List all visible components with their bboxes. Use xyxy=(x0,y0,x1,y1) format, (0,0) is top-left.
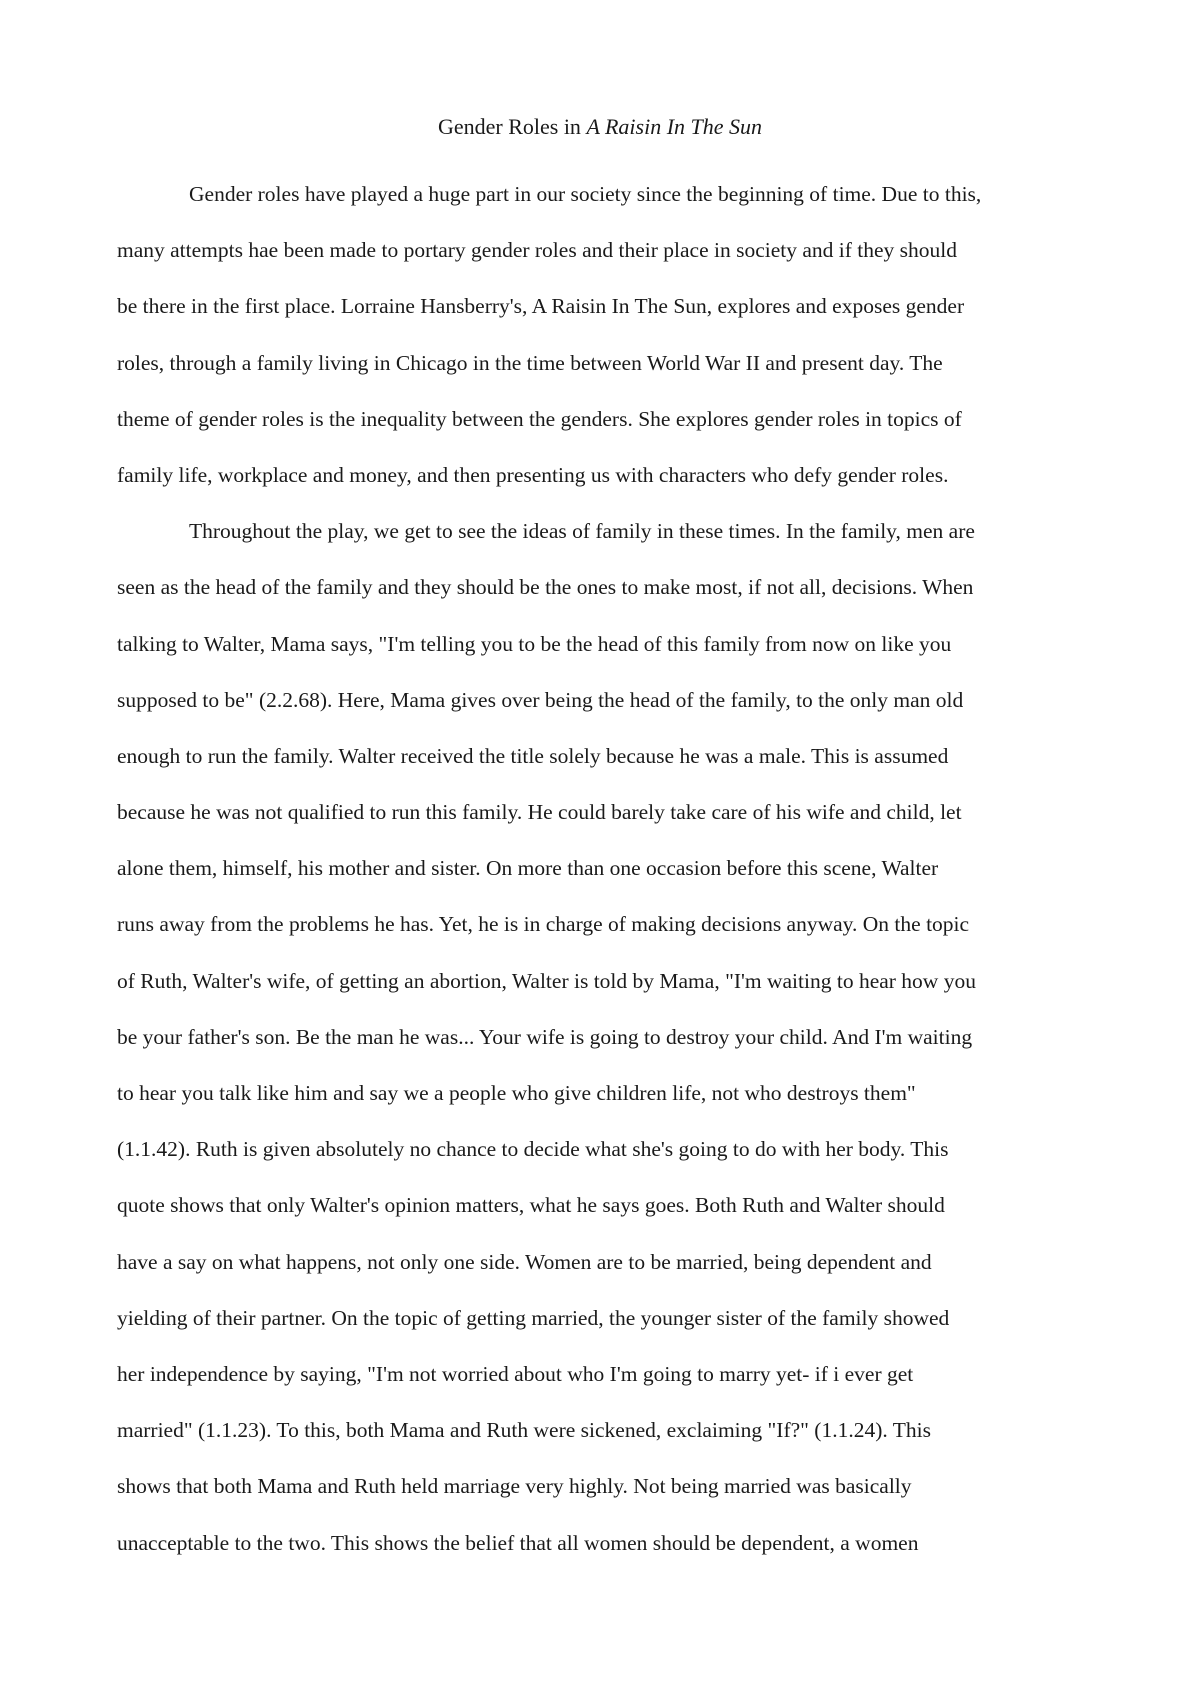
paragraph-line: (1.1.42). Ruth is given absolutely no chance to decide what she's going to do with her body. This xyxy=(117,1137,949,1162)
paragraph-line: talking to Walter, Mama says, "I'm telling you to be the head of this family from now on like you xyxy=(117,631,952,656)
paragraph-line: unacceptable to the two. This shows the belief that all women should be dependent, a women xyxy=(117,1530,919,1555)
paragraph-line: seen as the head of the family and they should be the ones to make most, if not all, decisions. When xyxy=(117,575,974,600)
paragraph-line: alone them, himself, his mother and sister. On more than one occasion before this scene, Walter xyxy=(117,856,939,881)
title-prefix: Gender Roles in xyxy=(437,114,587,139)
paragraph-line: be there in the first place. Lorraine Hansberry's, A Raisin In The Sun, explores and exposes gender xyxy=(117,294,965,319)
paragraph-line: to hear you talk like him and say we a people who give children life, not who destroys them" xyxy=(117,1081,916,1105)
paragraph-line: have a say on what happens, not only one side. Women are to be married, being dependent and xyxy=(117,1249,932,1274)
paragraph-line: because he was not qualified to run this family. He could barely take care of his wife and child, let xyxy=(117,800,962,825)
essay-body xyxy=(117,166,1117,1571)
document-title xyxy=(0,112,1200,142)
paragraph-line: quote shows that only Walter's opinion matters, what he says goes. Both Ruth and Walter should xyxy=(117,1193,945,1218)
paragraph-line: theme of gender roles is the inequality between the genders. She explores gender roles in topics of xyxy=(117,406,962,431)
paragraph-line: her independence by saying, "I'm not worried about who I'm going to marry yet- if i ever get xyxy=(117,1361,914,1386)
title-italic-work: A Raisin In The Sun xyxy=(586,114,763,139)
paragraph-line: many attempts hae been made to portary gender roles and their place in society and if they should xyxy=(117,238,958,263)
paragraph-line: of Ruth, Walter's wife, of getting an abortion, Walter is told by Mama, "I'm waiting to hear how you xyxy=(117,968,976,993)
paragraph-line: be your father's son. Be the man he was... Your wife is going to destroy your child. And I'm waiting xyxy=(117,1024,973,1049)
paragraph-line: runs away from the problems he has. Yet, he is in charge of making decisions anyway. On the topic xyxy=(117,912,970,937)
paragraph-line: yielding of their partner. On the topic of getting married, the younger sister of the family showed xyxy=(117,1305,950,1330)
paragraph-line: Gender roles have played a huge part in our society since the beginning of time. Due to this, xyxy=(189,182,982,206)
paragraph-line: shows that both Mama and Ruth held marriage very highly. Not being married was basically xyxy=(117,1474,912,1499)
paragraph-line: married" (1.1.23). To this, both Mama and Ruth were sickened, exclaiming "If?" (1.1.24). This xyxy=(117,1418,931,1443)
paragraph-line: roles, through a family living in Chicago in the time between World War II and present day. The xyxy=(117,350,943,375)
paragraph-line: supposed to be" (2.2.68). Here, Mama gives over being the head of the family, to the only man old xyxy=(117,687,964,712)
paragraph-line: family life, workplace and money, and then presenting us with characters who defy gender roles. xyxy=(117,462,949,487)
paragraph-line: Throughout the play, we get to see the ideas of family in these times. In the family, men are xyxy=(189,519,975,544)
paragraph-line: enough to run the family. Walter received the title solely because he was a male. This is assumed xyxy=(117,743,949,768)
